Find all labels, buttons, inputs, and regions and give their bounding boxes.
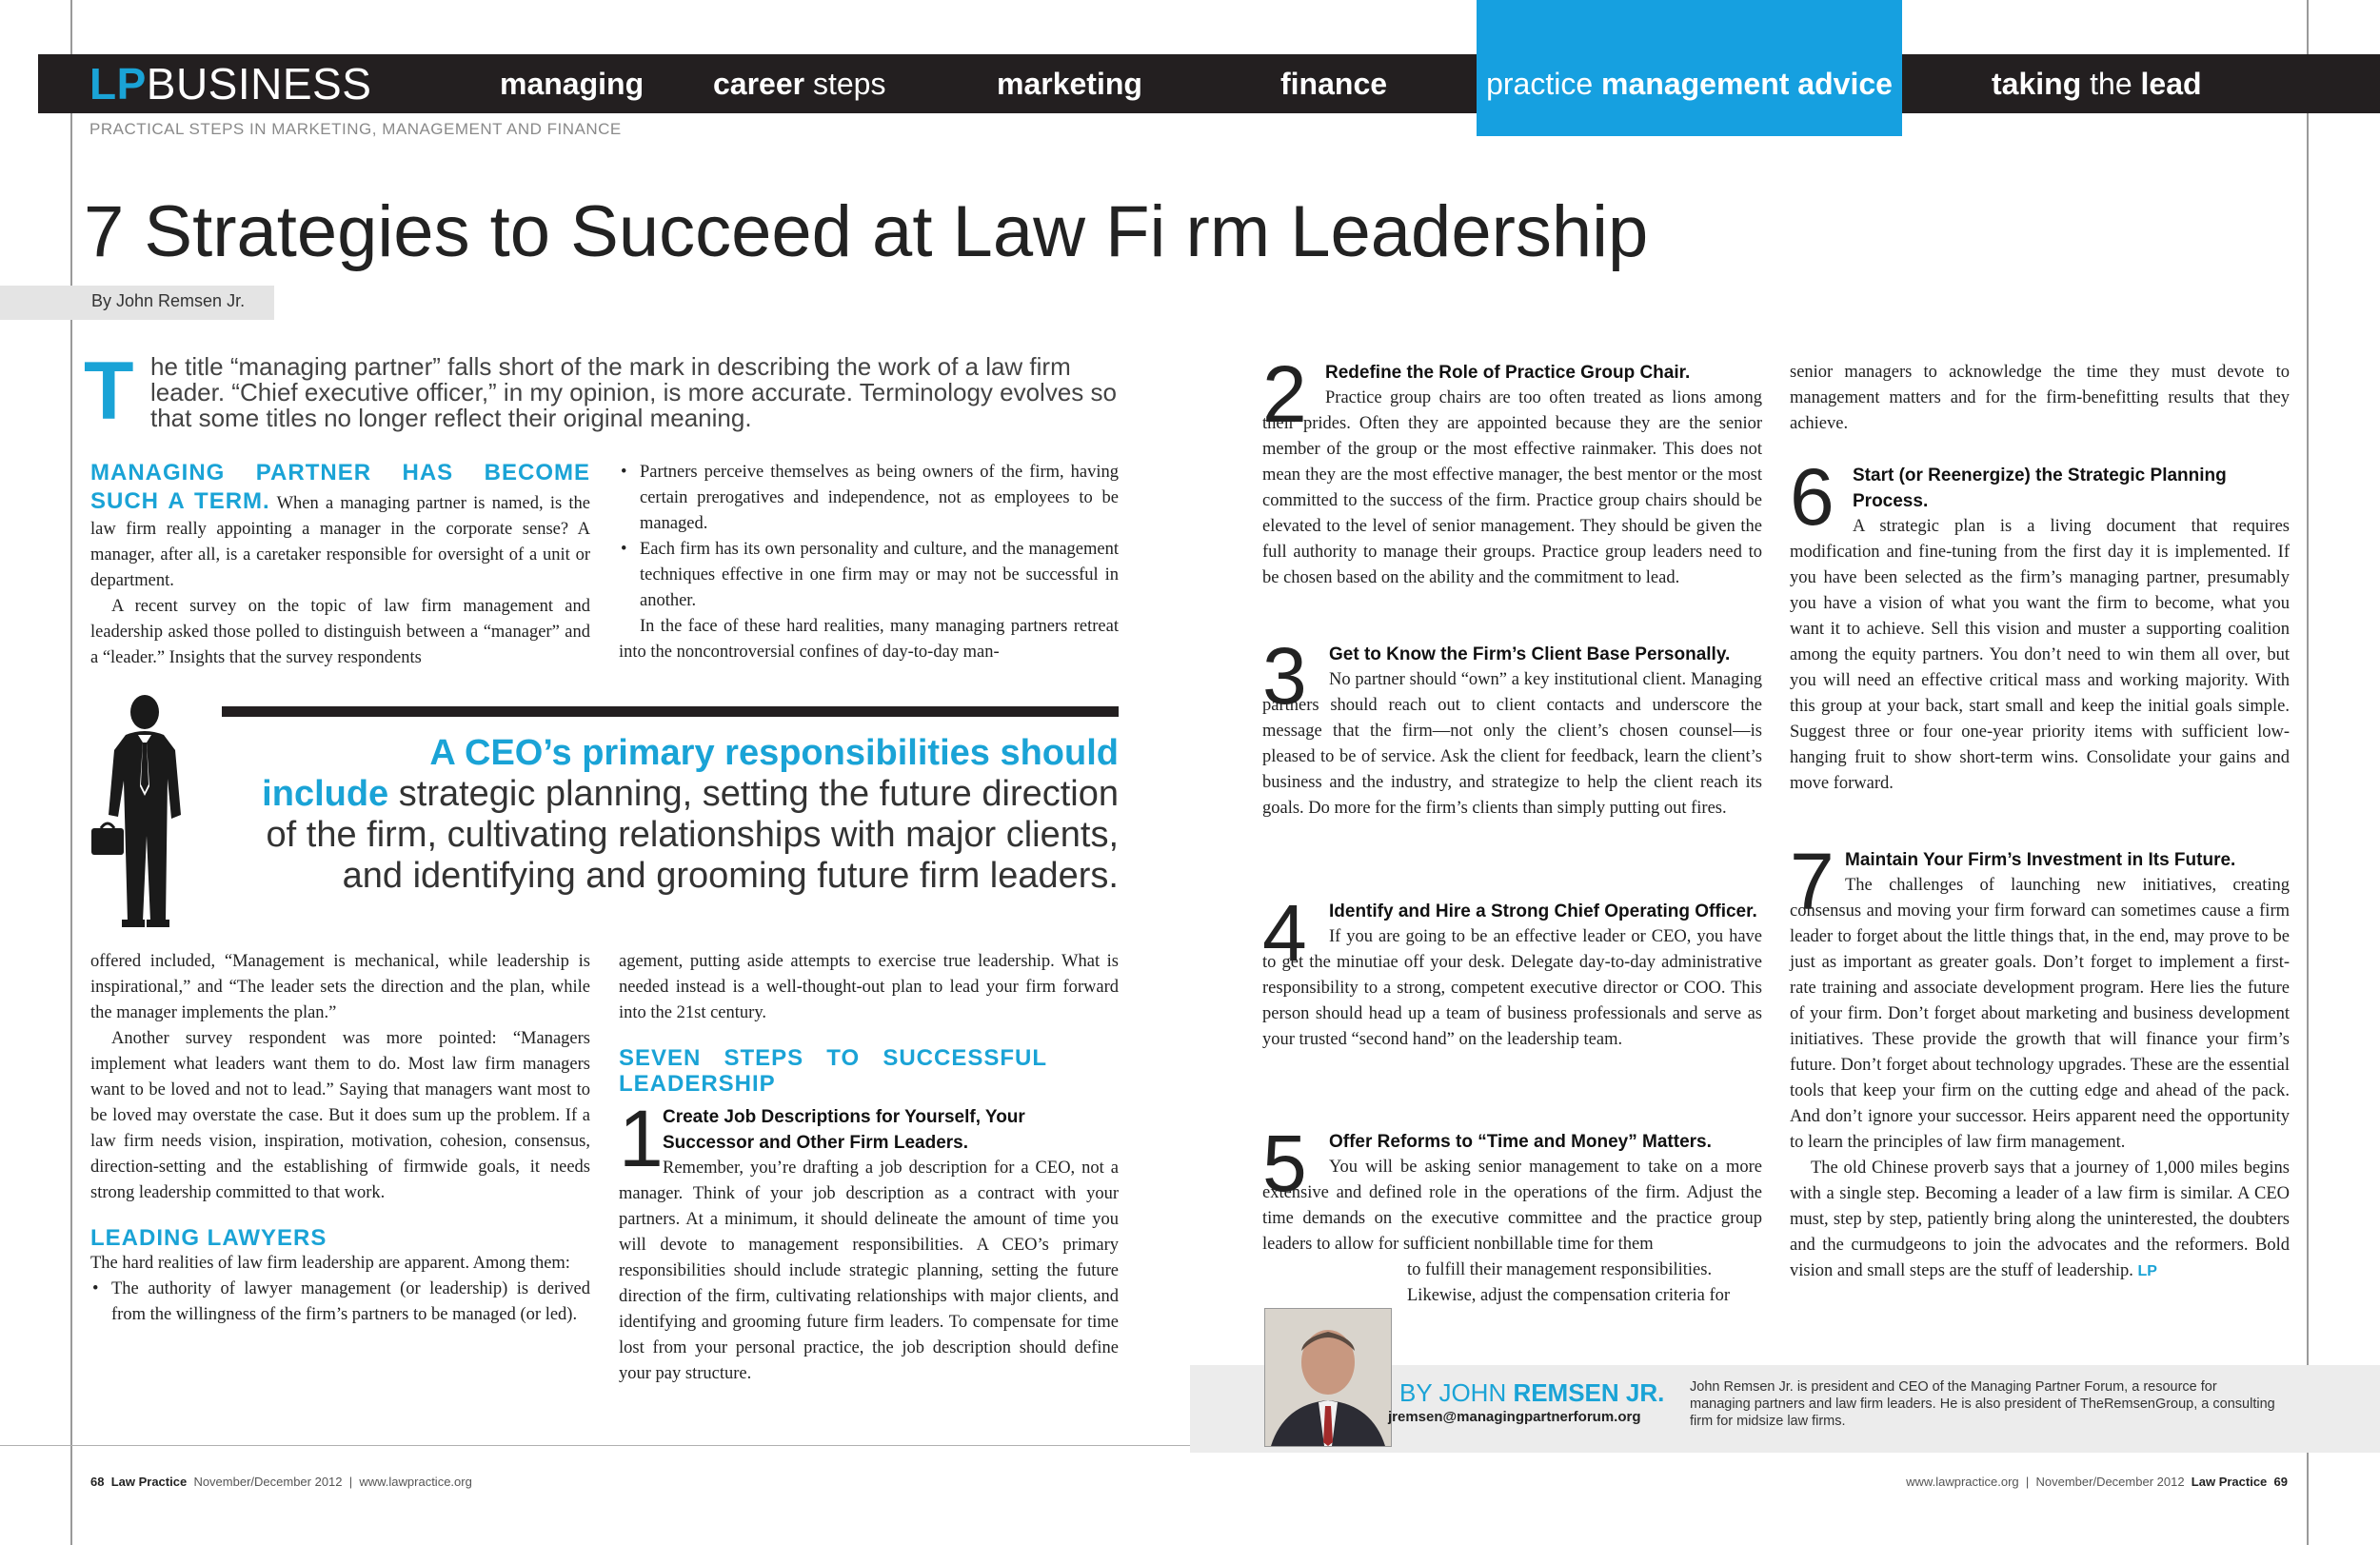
step-heading: Offer Reforms to “Time and Money” Matters. [1329,1132,1712,1152]
nav-practice-management-advice[interactable]: practice management advice [1486,67,1893,101]
bullet-item: • Partners perceive themselves as being owners of the firm, having certain prerogatives and independence, not as employees to be managed. [640,460,1119,537]
col1b-p3: The hard realities of law firm leadership are apparent. Among them: [90,1254,570,1273]
col1-p2: A recent survey on the topic of law firm management and leadership asked those polled to distinguish between a “manager” and a “leader.” Insights that the survey respondents [90,597,590,667]
step-7 [1790,837,2290,1284]
col1-p1: When a managing partner is named, is the law firm really appointing a manager in the corporate sense? A manager, after all, is a caretaker responsible for oversight of a unit or department. [90,494,590,590]
author-portrait-icon [1265,1309,1391,1446]
step-5 [1262,1119,1762,1309]
footer-right: www.lawpractice.org | November/December 2012 Law Practice 69 [1906,1475,2288,1489]
closing-paragraph: The old Chinese proverb says that a journey of 1,000 miles begins with a single step. Becoming a leader of a law firm is similar. A CEO must, step by step, patiently bring along the uninterested, the doubters and the curmudgeons to join the advocates and the reformers. Bold vision and small steps are the stuff of leadership. LP [1790,1159,2290,1280]
drop-cap: T [84,346,134,437]
logo-business: BUSINESS [146,59,372,109]
author-email-link[interactable]: jremsen@managingpartnerforum.org [1388,1409,1641,1425]
step-number: 1 [619,1094,664,1183]
section-tagline: PRACTICAL STEPS IN MARKETING, MANAGEMENT AND FINANCE [89,120,622,138]
step-body: The challenges of launching new initiatives, creating consensus and moving your firm forward can sometimes cause a firm leader to forget about the little things that, in the end, may prove to be just as important as greater goals. Don’t forget to implement a first-rate training and associate development program. Here lies the future of your firm. Don’t forget about marketing and business development initiatives. These provide the growth that will finance your firm’s future. Don’t forget about technology upgrades. These are the essential tools that keep your firm on the cutting edge and ahead of the pack. And don’t ignore your successor. Heirs apparent need the opportunity to learn the principles of law firm management. [1790,876,2290,1152]
lead-heading: MANAGING PARTNER HAS BECOME SUCH A TERM. [90,460,590,514]
nav-career-steps[interactable]: career steps [713,67,886,101]
right-margin-rule [2307,0,2309,1545]
col2-p1: In the face of these hard realities, many managing partners retreat into the noncontroversial confines of day-to-day man- [619,617,1119,662]
lp-business-logo[interactable] [89,55,371,112]
column-1-bottom [90,949,590,1328]
end-mark-icon: LP [2137,1263,2157,1279]
step-number: 2 [1262,349,1307,439]
step-body: You will be asking senior management to take on a more extensive and defined role in the operations of the firm. Adjust the time demands on the executive committee and the practice group leaders to allow for sufficient nonbillable time for them [1262,1158,1762,1254]
step-number: 7 [1790,837,1835,926]
step-3 [1262,631,1762,822]
step-2 [1262,349,1762,591]
nav-marketing[interactable]: marketing [997,67,1142,101]
step-heading: Redefine the Role of Practice Group Chair. [1325,363,1691,383]
step-heading: Identify and Hire a Strong Chief Operating Officer. [1329,901,1757,921]
intro-paragraph: he title “managing partner” falls short of the mark in describing the work of a law firm leader. “Chief executive officer,” in my opinion, is more accurate. Terminology evolves so that some titles no longer reflect their original meaning. [150,352,1117,432]
step-number: 4 [1262,888,1307,978]
col2b-p1: agement, putting aside attempts to exercise true leadership. What is needed instead is a well-thought-out plan to lead your firm forward into the 21st century. [619,952,1119,1022]
footer-left: 68 Law Practice November/December 2012 | www.lawpractice.org [90,1475,472,1489]
bullet-item: • The authority of lawyer management (or leadership) is derived from the willingness of the firm’s partners to be managed (or led). [111,1277,590,1328]
leading-lawyers-heading: LEADING LAWYERS [90,1225,327,1251]
step-body-tail: to fulfill their management responsibilities. [1407,1260,1713,1279]
step-body: If you are going to be an effective leader or CEO, you have to get the minutiae off your desk. Delegate day-to-day administrative responsibility to a strong, competent executive director or COO. This person should head up a team of business professionals and serve as your trusted “second hand” on the leadership team. [1262,927,1762,1049]
author-bio-text: John Remsen Jr. is president and CEO of the Managing Partner Forum, a resource for managing partners and law firm leaders. He is also president of TheRemsenGroup, a consulting firm for midsize law firms. [1690,1379,2275,1429]
nav-finance[interactable]: finance [1280,67,1388,101]
author-photo [1264,1308,1392,1447]
step-heading: Create Job Descriptions for Yourself, Your Successor and Other Firm Leaders. [663,1107,1025,1153]
bullet-item: • Each firm has its own personality and culture, and the management techniques effective in one firm may or may not be successful in another. [640,537,1119,614]
column-2-top [619,460,1119,665]
pull-quote: A CEO’s primary responsibilities should include strategic planning, setting the future direction of the firm, cultivating relationships with major clients, and identifying and grooming future firm leaders. [262,733,1119,896]
step-4 [1262,888,1762,1053]
author-name: BY JOHN REMSEN JR. [1399,1378,1665,1407]
column-2-bottom [619,949,1119,1097]
seven-steps-heading: SEVEN STEPS TO SUCCESSFUL LEADERSHIP [619,1045,1047,1097]
step-body-tail: Likewise, adjust the compensation criteria for [1407,1286,1731,1305]
col1b-p1: offered included, “Management is mechanical, while leadership is inspirational,” and “The leader sets the direction and the plan, while the manager implements the plan.” [90,952,590,1022]
step-number: 5 [1262,1119,1307,1208]
step-heading: Get to Know the Firm’s Client Base Personally. [1329,644,1731,664]
step-body: Practice group chairs are too often treated as lions among their prides. Often they are appointed because they are the senior member of the group or the most effective rainmaker. This does not mean they are the most effective manager, the best mentor or the most committed to the success of the firm. Practice group chairs should be elevated to the level of senior management. They should be given the full authority to manage their groups. Practice group leaders need to be chosen based on the ability and the commitment to lead. [1262,388,1762,587]
pull-quote-rule [222,706,1119,717]
footer-right-link[interactable]: www.lawpractice.org [1906,1475,2019,1489]
column-1-top [90,460,590,671]
step-body: No partner should “own” a key institutional client. Managing partners should reach out to client contacts and underscore the message that the firm—not only the client’s chosen counsel—is pleased to be of service. Ask the client for feedback, learn the client’s business and the industry, and strategize to help the client reach its goals. Do more for the firm’s clients than simply putting out fires. [1262,670,1762,818]
logo-lp: LP [89,59,147,109]
step-1 [619,1094,1119,1387]
step-heading: Start (or Reenergize) the Strategic Planning Process. [1853,465,2227,511]
column-4-top: senior managers to acknowledge the time they must devote to management matters and for the firm-benefitting results that they achieve. [1790,363,2290,433]
nav-taking-the-lead[interactable]: taking the lead [1992,67,2202,101]
byline: By John Remsen Jr. [91,291,246,310]
article-title: 7 Strategies to Succeed at Law Fi rm Leadership [84,191,1649,272]
nav-managing[interactable]: managing [500,67,645,101]
left-margin-rule [70,0,72,1545]
step-body: Remember, you’re drafting a job description for a CEO, not a manager. Think of your job description as a contract with your partners. At a minimum, it should delineate the amount of time you will devote to management responsibilities. A CEO’s primary responsibilities should include strategic planning, setting the future direction of the firm, cultivating relationships with major clients, and identifying and grooming future firm leaders. To compensate for time lost from your personal practice, the job description should define your pay structure. [619,1159,1119,1383]
step-number: 6 [1790,452,1835,542]
step-heading: Maintain Your Firm’s Investment in Its Future. [1845,850,2236,870]
step-number: 3 [1262,631,1307,721]
step-6 [1790,452,2290,797]
footer-left-link[interactable]: www.lawpractice.org [359,1475,472,1489]
businessman-silhouette-icon [89,693,196,931]
step-body: A strategic plan is a living document that requires modification and fine-tuning from the first day it is implemented. If you have been selected as the firm’s managing partner, presumably you have a vision of what you want the firm to become, what you want it to achieve. Sell this vision and muster a supporting coalition among the equity partners. You don’t need to win them all over, but you will need an effective critical mass and working majority. With this group at your back, start small and keep the initial goals simple. Suggest three or four one-year priority items with sufficient low-hanging fruit to show short-term wins. Consolidate your gains and move forward. [1790,517,2290,793]
col1b-p2: Another survey respondent was more pointed: “Managers implement what leaders want them to do. Most law firm managers want to be loved and not to lead.” Saying that managers want most to be loved may overstate the case. But it does sum up the problem. If a law firm needs vision, inspiration, motivation, cohesion, consensus, direction-setting and the establishing of firmwide goals, it needs strong leadership committed to that work. [90,1029,590,1202]
